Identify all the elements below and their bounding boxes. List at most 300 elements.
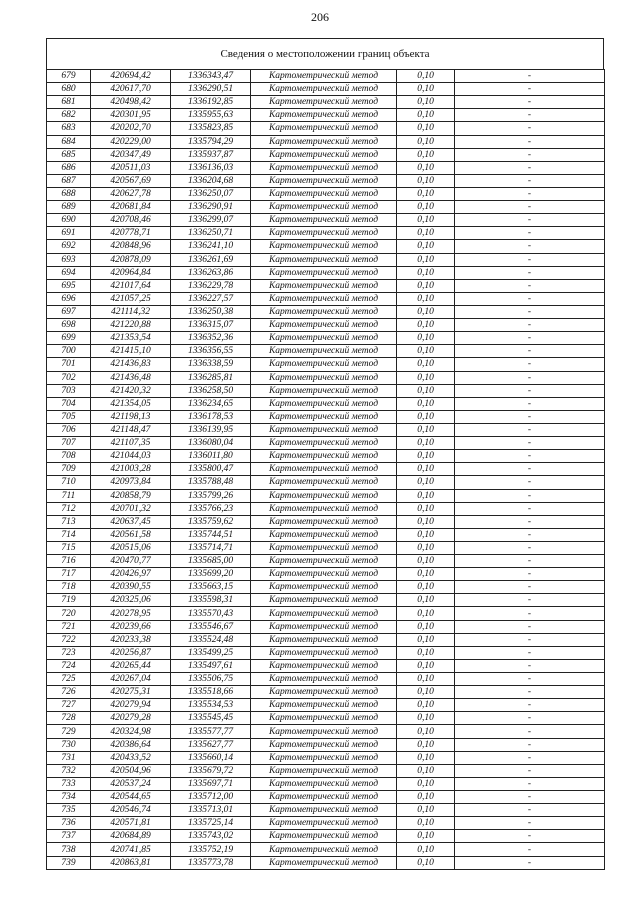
table-row <box>47 541 605 554</box>
point-number-cell: 706 <box>47 423 91 436</box>
y-coordinate-cell: 1335800,47 <box>171 463 251 476</box>
method-cell: Картометрический метод <box>251 292 397 305</box>
dash-cell: - <box>455 568 605 581</box>
point-number-cell: 691 <box>47 227 91 240</box>
dash-cell: - <box>455 437 605 450</box>
method-cell: Картометрический метод <box>251 332 397 345</box>
method-cell: Картометрический метод <box>251 620 397 633</box>
y-coordinate-cell: 1336299,07 <box>171 214 251 227</box>
y-coordinate-cell: 1336343,47 <box>171 70 251 83</box>
point-number-cell: 701 <box>47 358 91 371</box>
accuracy-cell: 0,10 <box>397 581 455 594</box>
accuracy-cell: 0,10 <box>397 620 455 633</box>
x-coordinate-cell: 420617,70 <box>91 83 171 96</box>
x-coordinate-cell: 420973,84 <box>91 476 171 489</box>
y-coordinate-cell: 1336263,86 <box>171 266 251 279</box>
table-row <box>47 371 605 384</box>
y-coordinate-cell: 1336234,65 <box>171 397 251 410</box>
x-coordinate-cell: 420858,79 <box>91 489 171 502</box>
method-cell: Картометрический метод <box>251 450 397 463</box>
table-row <box>47 384 605 397</box>
method-cell: Картометрический метод <box>251 804 397 817</box>
table-row <box>47 423 605 436</box>
x-coordinate-cell: 421415,10 <box>91 345 171 358</box>
table-row <box>47 292 605 305</box>
point-number-cell: 713 <box>47 515 91 528</box>
dash-cell: - <box>455 397 605 410</box>
x-coordinate-cell: 420325,06 <box>91 594 171 607</box>
accuracy-cell: 0,10 <box>397 528 455 541</box>
dash-cell: - <box>455 187 605 200</box>
y-coordinate-cell: 1336315,07 <box>171 319 251 332</box>
table-row <box>47 620 605 633</box>
point-number-cell: 697 <box>47 305 91 318</box>
x-coordinate-cell: 421198,13 <box>91 410 171 423</box>
dash-cell: - <box>455 620 605 633</box>
method-cell: Картометрический метод <box>251 856 397 869</box>
y-coordinate-cell: 1335499,25 <box>171 646 251 659</box>
y-coordinate-cell: 1336352,36 <box>171 332 251 345</box>
x-coordinate-cell: 420863,81 <box>91 856 171 869</box>
point-number-cell: 720 <box>47 607 91 620</box>
accuracy-cell: 0,10 <box>397 856 455 869</box>
table-row <box>47 83 605 96</box>
y-coordinate-cell: 1335627,77 <box>171 738 251 751</box>
point-number-cell: 692 <box>47 240 91 253</box>
x-coordinate-cell: 420708,46 <box>91 214 171 227</box>
table-row <box>47 528 605 541</box>
point-number-cell: 709 <box>47 463 91 476</box>
x-coordinate-cell: 420433,52 <box>91 751 171 764</box>
y-coordinate-cell: 1335497,61 <box>171 659 251 672</box>
table-row <box>47 148 605 161</box>
y-coordinate-cell: 1335766,23 <box>171 502 251 515</box>
dash-cell: - <box>455 725 605 738</box>
x-coordinate-cell: 420684,89 <box>91 830 171 843</box>
dash-cell: - <box>455 201 605 214</box>
y-coordinate-cell: 1335524,48 <box>171 633 251 646</box>
accuracy-cell: 0,10 <box>397 738 455 751</box>
x-coordinate-cell: 420637,45 <box>91 515 171 528</box>
table-row <box>47 555 605 568</box>
y-coordinate-cell: 1335685,00 <box>171 555 251 568</box>
method-cell: Картометрический метод <box>251 70 397 83</box>
accuracy-cell: 0,10 <box>397 686 455 699</box>
x-coordinate-cell: 420267,04 <box>91 673 171 686</box>
dash-cell: - <box>455 843 605 856</box>
dash-cell: - <box>455 83 605 96</box>
accuracy-cell: 0,10 <box>397 266 455 279</box>
x-coordinate-cell: 421436,48 <box>91 371 171 384</box>
y-coordinate-cell: 1335743,02 <box>171 830 251 843</box>
x-coordinate-cell: 420964,84 <box>91 266 171 279</box>
method-cell: Картометрический метод <box>251 345 397 358</box>
y-coordinate-cell: 1336356,55 <box>171 345 251 358</box>
accuracy-cell: 0,10 <box>397 96 455 109</box>
dash-cell: - <box>455 135 605 148</box>
y-coordinate-cell: 1335712,00 <box>171 791 251 804</box>
x-coordinate-cell: 420504,96 <box>91 764 171 777</box>
point-number-cell: 715 <box>47 541 91 554</box>
point-number-cell: 730 <box>47 738 91 751</box>
y-coordinate-cell: 1336227,57 <box>171 292 251 305</box>
accuracy-cell: 0,10 <box>397 568 455 581</box>
dash-cell: - <box>455 266 605 279</box>
y-coordinate-cell: 1335794,29 <box>171 135 251 148</box>
table-row <box>47 358 605 371</box>
point-number-cell: 682 <box>47 109 91 122</box>
x-coordinate-cell: 421354,05 <box>91 397 171 410</box>
table-row <box>47 489 605 502</box>
method-cell: Картометрический метод <box>251 227 397 240</box>
accuracy-cell: 0,10 <box>397 791 455 804</box>
y-coordinate-cell: 1335663,15 <box>171 581 251 594</box>
x-coordinate-cell: 420324,98 <box>91 725 171 738</box>
table-row <box>47 791 605 804</box>
point-number-cell: 698 <box>47 319 91 332</box>
dash-cell: - <box>455 253 605 266</box>
method-cell: Картометрический метод <box>251 148 397 161</box>
point-number-cell: 738 <box>47 843 91 856</box>
y-coordinate-cell: 1335773,78 <box>171 856 251 869</box>
table-row <box>47 764 605 777</box>
x-coordinate-cell: 420567,69 <box>91 174 171 187</box>
dash-cell: - <box>455 292 605 305</box>
method-cell: Картометрический метод <box>251 830 397 843</box>
y-coordinate-cell: 1336290,51 <box>171 83 251 96</box>
y-coordinate-cell: 1336285,81 <box>171 371 251 384</box>
y-coordinate-cell: 1335545,45 <box>171 712 251 725</box>
y-coordinate-cell: 1335752,19 <box>171 843 251 856</box>
accuracy-cell: 0,10 <box>397 830 455 843</box>
accuracy-cell: 0,10 <box>397 122 455 135</box>
accuracy-cell: 0,10 <box>397 437 455 450</box>
x-coordinate-cell: 421436,83 <box>91 358 171 371</box>
point-number-cell: 684 <box>47 135 91 148</box>
y-coordinate-cell: 1335518,66 <box>171 686 251 699</box>
y-coordinate-cell: 1335570,43 <box>171 607 251 620</box>
point-number-cell: 711 <box>47 489 91 502</box>
point-number-cell: 729 <box>47 725 91 738</box>
dash-cell: - <box>455 305 605 318</box>
dash-cell: - <box>455 279 605 292</box>
point-number-cell: 725 <box>47 673 91 686</box>
table-row <box>47 738 605 751</box>
dash-cell: - <box>455 423 605 436</box>
y-coordinate-cell: 1335744,51 <box>171 528 251 541</box>
dash-cell: - <box>455 804 605 817</box>
point-number-cell: 732 <box>47 764 91 777</box>
table-row <box>47 502 605 515</box>
point-number-cell: 688 <box>47 187 91 200</box>
dash-cell: - <box>455 541 605 554</box>
accuracy-cell: 0,10 <box>397 777 455 790</box>
table-row <box>47 345 605 358</box>
table-row <box>47 673 605 686</box>
method-cell: Картометрический метод <box>251 358 397 371</box>
point-number-cell: 696 <box>47 292 91 305</box>
method-cell: Картометрический метод <box>251 699 397 712</box>
boundary-points-table <box>46 69 605 870</box>
method-cell: Картометрический метод <box>251 528 397 541</box>
accuracy-cell: 0,10 <box>397 109 455 122</box>
method-cell: Картометрический метод <box>251 673 397 686</box>
method-cell: Картометрический метод <box>251 174 397 187</box>
x-coordinate-cell: 421220,88 <box>91 319 171 332</box>
dash-cell: - <box>455 358 605 371</box>
table-row <box>47 581 605 594</box>
accuracy-cell: 0,10 <box>397 450 455 463</box>
point-number-cell: 721 <box>47 620 91 633</box>
method-cell: Картометрический метод <box>251 607 397 620</box>
dash-cell: - <box>455 227 605 240</box>
x-coordinate-cell: 420561,58 <box>91 528 171 541</box>
point-number-cell: 699 <box>47 332 91 345</box>
accuracy-cell: 0,10 <box>397 279 455 292</box>
method-cell: Картометрический метод <box>251 410 397 423</box>
method-cell: Картометрический метод <box>251 541 397 554</box>
dash-cell: - <box>455 764 605 777</box>
x-coordinate-cell: 420347,49 <box>91 148 171 161</box>
x-coordinate-cell: 420301,95 <box>91 109 171 122</box>
dash-cell: - <box>455 502 605 515</box>
point-number-cell: 734 <box>47 791 91 804</box>
y-coordinate-cell: 1336258,50 <box>171 384 251 397</box>
y-coordinate-cell: 1335713,01 <box>171 804 251 817</box>
method-cell: Картометрический метод <box>251 515 397 528</box>
y-coordinate-cell: 1336261,69 <box>171 253 251 266</box>
method-cell: Картометрический метод <box>251 489 397 502</box>
dash-cell: - <box>455 817 605 830</box>
accuracy-cell: 0,10 <box>397 646 455 659</box>
method-cell: Картометрический метод <box>251 122 397 135</box>
point-number-cell: 716 <box>47 555 91 568</box>
table-row <box>47 332 605 345</box>
table-row <box>47 450 605 463</box>
method-cell: Картометрический метод <box>251 240 397 253</box>
table-row <box>47 817 605 830</box>
table-row <box>47 712 605 725</box>
method-cell: Картометрический метод <box>251 437 397 450</box>
method-cell: Картометрический метод <box>251 581 397 594</box>
section-title: Сведения о местоположении границ объекта <box>46 38 604 69</box>
dash-cell: - <box>455 148 605 161</box>
x-coordinate-cell: 420233,38 <box>91 633 171 646</box>
point-number-cell: 737 <box>47 830 91 843</box>
y-coordinate-cell: 1335759,62 <box>171 515 251 528</box>
point-number-cell: 718 <box>47 581 91 594</box>
point-number-cell: 693 <box>47 253 91 266</box>
table-row <box>47 305 605 318</box>
method-cell: Картометрический метод <box>251 397 397 410</box>
y-coordinate-cell: 1335598,31 <box>171 594 251 607</box>
x-coordinate-cell: 420239,66 <box>91 620 171 633</box>
dash-cell: - <box>455 384 605 397</box>
x-coordinate-cell: 421044,03 <box>91 450 171 463</box>
accuracy-cell: 0,10 <box>397 541 455 554</box>
accuracy-cell: 0,10 <box>397 843 455 856</box>
method-cell: Картометрический метод <box>251 817 397 830</box>
dash-cell: - <box>455 332 605 345</box>
accuracy-cell: 0,10 <box>397 423 455 436</box>
y-coordinate-cell: 1336178,53 <box>171 410 251 423</box>
table-row <box>47 122 605 135</box>
point-number-cell: 723 <box>47 646 91 659</box>
point-number-cell: 736 <box>47 817 91 830</box>
dash-cell: - <box>455 646 605 659</box>
dash-cell: - <box>455 70 605 83</box>
point-number-cell: 727 <box>47 699 91 712</box>
method-cell: Картометрический метод <box>251 502 397 515</box>
x-coordinate-cell: 420537,24 <box>91 777 171 790</box>
accuracy-cell: 0,10 <box>397 410 455 423</box>
y-coordinate-cell: 1336136,03 <box>171 161 251 174</box>
dash-cell: - <box>455 738 605 751</box>
x-coordinate-cell: 420256,87 <box>91 646 171 659</box>
dash-cell: - <box>455 371 605 384</box>
method-cell: Картометрический метод <box>251 646 397 659</box>
accuracy-cell: 0,10 <box>397 515 455 528</box>
y-coordinate-cell: 1335714,71 <box>171 541 251 554</box>
x-coordinate-cell: 420470,77 <box>91 555 171 568</box>
point-number-cell: 702 <box>47 371 91 384</box>
table-row <box>47 476 605 489</box>
x-coordinate-cell: 420390,55 <box>91 581 171 594</box>
x-coordinate-cell: 420694,42 <box>91 70 171 83</box>
y-coordinate-cell: 1335679,72 <box>171 764 251 777</box>
dash-cell: - <box>455 555 605 568</box>
table-row <box>47 214 605 227</box>
accuracy-cell: 0,10 <box>397 751 455 764</box>
accuracy-cell: 0,10 <box>397 725 455 738</box>
x-coordinate-cell: 420265,44 <box>91 659 171 672</box>
x-coordinate-cell: 420571,81 <box>91 817 171 830</box>
y-coordinate-cell: 1336241,10 <box>171 240 251 253</box>
y-coordinate-cell: 1335955,63 <box>171 109 251 122</box>
table-row <box>47 319 605 332</box>
dash-cell: - <box>455 463 605 476</box>
table-row <box>47 633 605 646</box>
x-coordinate-cell: 420229,00 <box>91 135 171 148</box>
accuracy-cell: 0,10 <box>397 83 455 96</box>
method-cell: Картометрический метод <box>251 423 397 436</box>
accuracy-cell: 0,10 <box>397 135 455 148</box>
dash-cell: - <box>455 96 605 109</box>
method-cell: Картометрический метод <box>251 201 397 214</box>
method-cell: Картометрический метод <box>251 686 397 699</box>
point-number-cell: 717 <box>47 568 91 581</box>
point-number-cell: 680 <box>47 83 91 96</box>
x-coordinate-cell: 420275,31 <box>91 686 171 699</box>
method-cell: Картометрический метод <box>251 109 397 122</box>
y-coordinate-cell: 1336250,71 <box>171 227 251 240</box>
point-number-cell: 704 <box>47 397 91 410</box>
method-cell: Картометрический метод <box>251 777 397 790</box>
y-coordinate-cell: 1335725,14 <box>171 817 251 830</box>
method-cell: Картометрический метод <box>251 555 397 568</box>
dash-cell: - <box>455 686 605 699</box>
y-coordinate-cell: 1335823,85 <box>171 122 251 135</box>
dash-cell: - <box>455 659 605 672</box>
x-coordinate-cell: 420202,70 <box>91 122 171 135</box>
method-cell: Картометрический метод <box>251 712 397 725</box>
accuracy-cell: 0,10 <box>397 358 455 371</box>
accuracy-cell: 0,10 <box>397 555 455 568</box>
y-coordinate-cell: 1336011,80 <box>171 450 251 463</box>
accuracy-cell: 0,10 <box>397 384 455 397</box>
accuracy-cell: 0,10 <box>397 476 455 489</box>
method-cell: Картометрический метод <box>251 751 397 764</box>
accuracy-cell: 0,10 <box>397 804 455 817</box>
method-cell: Картометрический метод <box>251 161 397 174</box>
x-coordinate-cell: 421107,35 <box>91 437 171 450</box>
dash-cell: - <box>455 673 605 686</box>
point-number-cell: 707 <box>47 437 91 450</box>
accuracy-cell: 0,10 <box>397 332 455 345</box>
y-coordinate-cell: 1336192,85 <box>171 96 251 109</box>
method-cell: Картометрический метод <box>251 187 397 200</box>
method-cell: Картометрический метод <box>251 463 397 476</box>
accuracy-cell: 0,10 <box>397 371 455 384</box>
x-coordinate-cell: 420279,94 <box>91 699 171 712</box>
method-cell: Картометрический метод <box>251 476 397 489</box>
method-cell: Картометрический метод <box>251 96 397 109</box>
accuracy-cell: 0,10 <box>397 201 455 214</box>
accuracy-cell: 0,10 <box>397 187 455 200</box>
dash-cell: - <box>455 174 605 187</box>
method-cell: Картометрический метод <box>251 738 397 751</box>
accuracy-cell: 0,10 <box>397 161 455 174</box>
y-coordinate-cell: 1336080,04 <box>171 437 251 450</box>
y-coordinate-cell: 1336250,38 <box>171 305 251 318</box>
point-number-cell: 681 <box>47 96 91 109</box>
accuracy-cell: 0,10 <box>397 607 455 620</box>
method-cell: Картометрический метод <box>251 253 397 266</box>
y-coordinate-cell: 1335788,48 <box>171 476 251 489</box>
point-number-cell: 708 <box>47 450 91 463</box>
accuracy-cell: 0,10 <box>397 489 455 502</box>
x-coordinate-cell: 421114,32 <box>91 305 171 318</box>
dash-cell: - <box>455 699 605 712</box>
point-number-cell: 700 <box>47 345 91 358</box>
y-coordinate-cell: 1335534,53 <box>171 699 251 712</box>
dash-cell: - <box>455 489 605 502</box>
x-coordinate-cell: 421353,54 <box>91 332 171 345</box>
method-cell: Картометрический метод <box>251 319 397 332</box>
method-cell: Картометрический метод <box>251 633 397 646</box>
accuracy-cell: 0,10 <box>397 673 455 686</box>
table-row <box>47 253 605 266</box>
point-number-cell: 728 <box>47 712 91 725</box>
accuracy-cell: 0,10 <box>397 214 455 227</box>
table-row <box>47 568 605 581</box>
dash-cell: - <box>455 594 605 607</box>
table-row <box>47 410 605 423</box>
method-cell: Картометрический метод <box>251 266 397 279</box>
table-row <box>47 266 605 279</box>
dash-cell: - <box>455 122 605 135</box>
x-coordinate-cell: 420701,32 <box>91 502 171 515</box>
x-coordinate-cell: 420515,06 <box>91 541 171 554</box>
point-number-cell: 690 <box>47 214 91 227</box>
accuracy-cell: 0,10 <box>397 227 455 240</box>
accuracy-cell: 0,10 <box>397 712 455 725</box>
point-number-cell: 731 <box>47 751 91 764</box>
dash-cell: - <box>455 777 605 790</box>
point-number-cell: 689 <box>47 201 91 214</box>
dash-cell: - <box>455 214 605 227</box>
table-row <box>47 725 605 738</box>
